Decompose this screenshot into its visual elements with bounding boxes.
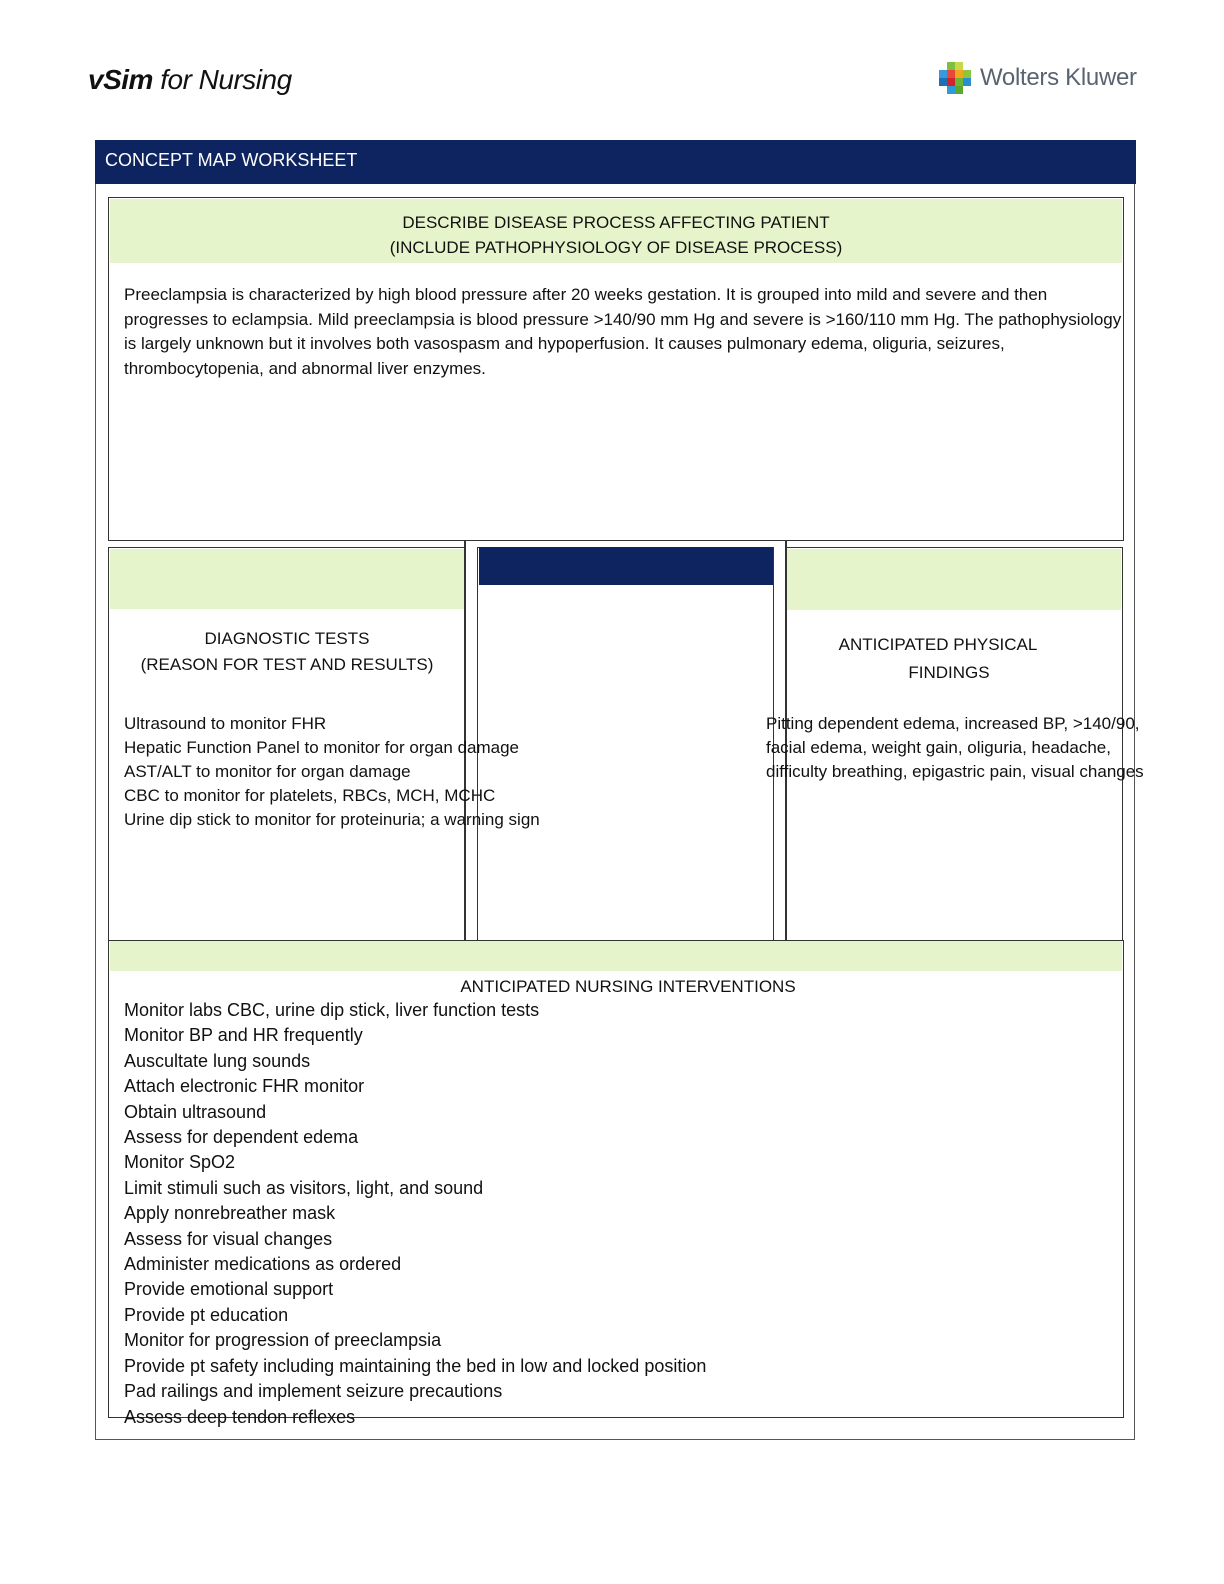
interventions-heading: ANTICIPATED NURSING INTERVENTIONS — [460, 977, 796, 996]
list-item: Monitor BP and HR frequently — [124, 1025, 363, 1046]
list-item: Auscultate lung sounds — [124, 1050, 311, 1071]
nursing-interventions-list — [124, 998, 1024, 1430]
disease-line: is largely unknown but it involves both vasospasm and hypoperfusion. It causes pulmonary edema, oliguria, seizures, — [124, 334, 1005, 353]
list-item: Assess deep tendon reflexes — [124, 1406, 356, 1427]
list-item: Apply nonrebreather mask — [124, 1203, 336, 1224]
list-item: Assess for visual changes — [124, 1228, 333, 1249]
list-item: Provide pt education — [124, 1304, 289, 1325]
list-item: Administer medications as ordered — [124, 1254, 402, 1275]
disease-line: thrombocytopenia, and abnormal liver enzymes. — [124, 358, 486, 378]
findings-line: difficulty breathing, epigastric pain, visual changes — [766, 762, 1144, 781]
disease-heading-line2: (INCLUDE PATHOPHYSIOLOGY OF DISEASE PROCESS) — [389, 238, 843, 257]
nursing-interventions-header-band — [110, 941, 1122, 971]
list-item: CBC to monitor for platelets, RBCs, MCH, MCHC — [124, 786, 496, 805]
brand-for-nursing-text: for Nursing — [152, 64, 292, 95]
findings-line: Pitting dependent edema, increased BP, >140/90, — [766, 714, 1140, 733]
findings-line: facial edema, weight gain, oliguria, headache, — [766, 738, 1111, 757]
list-item: Hepatic Function Panel to monitor for organ damage — [124, 738, 520, 757]
physical-heading-line1: ANTICIPATED PHYSICAL — [838, 635, 1038, 654]
physical-heading-line2: FINDINGS — [908, 663, 990, 682]
list-item: Provide pt safety including maintaining the bed in low and locked position — [124, 1355, 707, 1376]
disease-heading-line1: DESCRIBE DISEASE PROCESS AFFECTING PATIENT — [402, 213, 830, 232]
list-item: Provide emotional support — [124, 1279, 334, 1300]
physical-findings-header-band — [787, 549, 1121, 610]
list-item: Monitor SpO2 — [124, 1152, 236, 1173]
list-item: Limit stimuli such as visitors, light, and sound — [124, 1177, 484, 1198]
list-item: Ultrasound to monitor FHR — [124, 714, 327, 733]
list-item: Attach electronic FHR monitor — [124, 1076, 365, 1097]
diagnostic-tests-list — [124, 712, 744, 832]
brand-vsim-text: vSim — [88, 64, 153, 95]
list-item: AST/ALT to monitor for organ damage — [124, 762, 411, 781]
list-item: Obtain ultrasound — [124, 1101, 267, 1122]
diagnostic-tests-header-band — [110, 549, 464, 609]
diagnostic-heading-line1: DIAGNOSTIC TESTS — [204, 629, 370, 648]
worksheet-title: CONCEPT MAP WORKSHEET — [105, 150, 358, 170]
list-item: Pad railings and implement seizure precautions — [124, 1381, 503, 1402]
wolters-kluwer-logo-icon — [938, 61, 972, 95]
center-box-header — [479, 547, 773, 585]
diagnostic-heading-line2: (REASON FOR TEST AND RESULTS) — [140, 655, 434, 674]
disease-description — [124, 283, 1204, 381]
disease-line: progresses to eclampsia. Mild preeclampsia is blood pressure >140/90 mm Hg and severe is >160/110 mm Hg. The pathophysiology — [124, 309, 1122, 329]
list-item: Assess for dependent edema — [124, 1127, 359, 1148]
list-item: Urine dip stick to monitor for proteinuria; a warning sign — [124, 810, 540, 829]
brand-wolters-kluwer-text: Wolters Kluwer — [980, 64, 1137, 91]
list-item: Monitor labs CBC, urine dip stick, liver function tests — [124, 1000, 540, 1020]
worksheet-title-bar — [95, 140, 1136, 184]
disease-line: Preeclampsia is characterized by high blood pressure after 20 weeks gestation. It is grouped into mild and severe and then — [124, 285, 1048, 304]
wolters-kluwer-logo — [938, 60, 1137, 96]
physical-findings-text — [766, 712, 1206, 784]
list-item: Monitor for progression of preeclampsia — [124, 1330, 442, 1351]
vsim-for-nursing-logo — [88, 64, 292, 96]
